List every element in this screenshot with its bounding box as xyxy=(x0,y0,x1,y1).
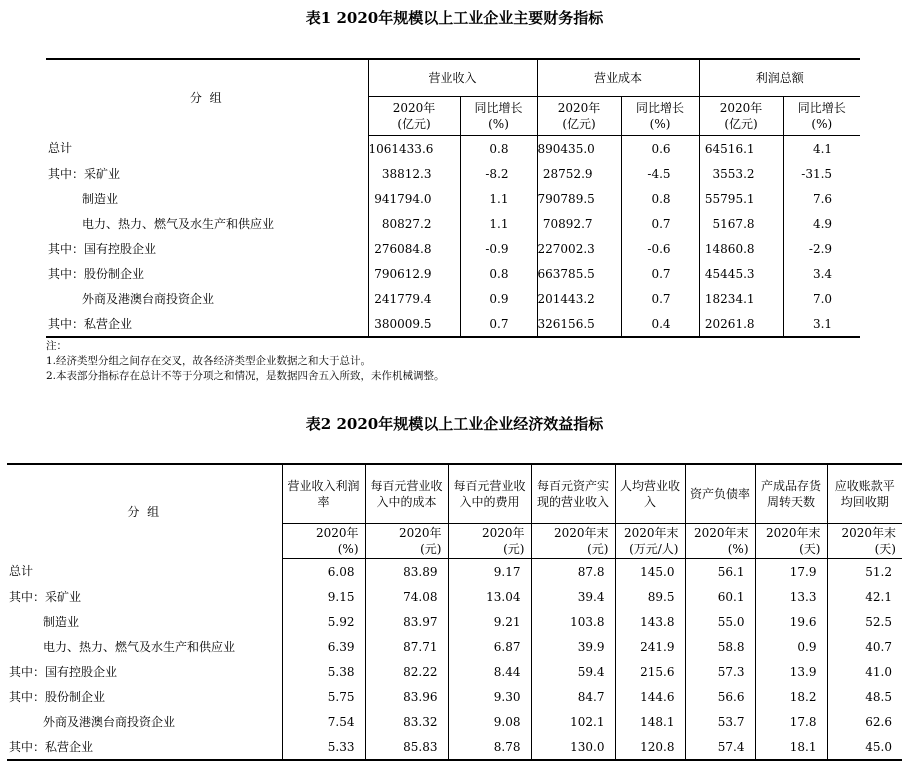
table-cell: 0.8 xyxy=(621,186,699,211)
row-label: 制造业 xyxy=(43,614,80,629)
sub-header: 同比增长 (%) xyxy=(621,97,699,136)
table-cell: 5.33 xyxy=(282,734,365,760)
note-line: 2.本表部分指标存在总计不等于分项之和情况，是数据四舍五入所致，未作机械调整。 xyxy=(46,370,445,382)
table-cell: 20261.8 xyxy=(699,311,783,337)
sub-header: 2020年 (亿元) xyxy=(368,97,460,136)
table-cell: 17.9 xyxy=(755,559,827,585)
table-cell: 8.44 xyxy=(448,659,531,684)
row-label: 其中：股份制企业 xyxy=(48,266,145,281)
table-cell: 7.0 xyxy=(783,286,860,311)
table-cell: 890435.0 xyxy=(537,136,621,162)
table-cell: 130.0 xyxy=(531,734,615,760)
row-label: 其中：国有控股企业 xyxy=(48,241,157,256)
table-cell: 227002.3 xyxy=(537,236,621,261)
col-header: 每百元营业收入中的成本 xyxy=(365,464,448,524)
table-cell: 18.2 xyxy=(755,684,827,709)
table-row xyxy=(7,659,902,684)
table-cell: 0.7 xyxy=(621,286,699,311)
table-cell: 380009.5 xyxy=(368,311,460,337)
table-cell: 80827.2 xyxy=(368,211,460,236)
table-cell: 145.0 xyxy=(615,559,685,585)
table-cell: 45445.3 xyxy=(699,261,783,286)
table-cell: 83.97 xyxy=(365,609,448,634)
table-cell: 201443.2 xyxy=(537,286,621,311)
table-cell: 241.9 xyxy=(615,634,685,659)
table-cell: 1061433.6 xyxy=(368,136,460,162)
table-row xyxy=(7,684,902,709)
row-label: 总计 xyxy=(48,141,73,156)
table-cell: 7.54 xyxy=(282,709,365,734)
row-label: 其中：采矿业 xyxy=(48,166,121,181)
table-cell: 19.6 xyxy=(755,609,827,634)
table-cell: 0.8 xyxy=(460,136,537,162)
table-cell: -31.5 xyxy=(783,161,860,186)
sub-header: 同比增长 (%) xyxy=(783,97,860,136)
table-cell: 0.7 xyxy=(460,311,537,337)
table-row xyxy=(46,236,860,261)
table-cell: 62.6 xyxy=(827,709,902,734)
table-cell: 6.87 xyxy=(448,634,531,659)
table-cell: 51.2 xyxy=(827,559,902,585)
table-row xyxy=(46,311,860,337)
col-header: 产成品存货周转天数 xyxy=(755,464,827,524)
table-cell: 9.08 xyxy=(448,709,531,734)
table-cell: 14860.8 xyxy=(699,236,783,261)
table-cell: 83.89 xyxy=(365,559,448,585)
table-row xyxy=(46,161,860,186)
table-cell: 3553.2 xyxy=(699,161,783,186)
col-header: 每百元营业收入中的费用 xyxy=(448,464,531,524)
table-cell: -8.2 xyxy=(460,161,537,186)
table1-notes xyxy=(46,339,866,384)
table-cell: 18234.1 xyxy=(699,286,783,311)
table-row xyxy=(7,634,902,659)
table-cell: 144.6 xyxy=(615,684,685,709)
row-label: 制造业 xyxy=(82,191,119,206)
table-cell: 6.39 xyxy=(282,634,365,659)
table-cell: 45.0 xyxy=(827,734,902,760)
table-cell: 57.4 xyxy=(685,734,755,760)
table-cell: 13.9 xyxy=(755,659,827,684)
table-cell: 0.7 xyxy=(621,211,699,236)
table-cell: 4.9 xyxy=(783,211,860,236)
row-label: 其中：采矿业 xyxy=(9,589,82,604)
table-cell: 9.21 xyxy=(448,609,531,634)
col-group-revenue: 营业收入 xyxy=(368,59,537,97)
table-cell: 48.5 xyxy=(827,684,902,709)
table-cell: 39.4 xyxy=(531,584,615,609)
col-header: 应收账款平均回收期 xyxy=(827,464,902,524)
sub-header: 2020年 (亿元) xyxy=(537,97,621,136)
table-cell: 5.92 xyxy=(282,609,365,634)
financial-indicators-table xyxy=(46,58,860,338)
col-group-profit: 利润总额 xyxy=(699,59,860,97)
table-cell: 0.9 xyxy=(460,286,537,311)
row-label: 外商及港澳台商投资企业 xyxy=(82,291,215,306)
table-row xyxy=(46,136,860,162)
table-cell: 13.3 xyxy=(755,584,827,609)
row-label: 电力、热力、燃气及水生产和供应业 xyxy=(82,216,275,231)
col-header: 每百元资产实现的营业收入 xyxy=(531,464,615,524)
table-cell: 56.6 xyxy=(685,684,755,709)
table-cell: -2.9 xyxy=(783,236,860,261)
row-label: 外商及港澳台商投资企业 xyxy=(43,714,176,729)
table-cell: 9.17 xyxy=(448,559,531,585)
sub-header: 2020年末 (万元/人) xyxy=(615,524,685,559)
table-cell: 17.8 xyxy=(755,709,827,734)
row-label: 其中：私营企业 xyxy=(46,311,368,337)
note-line: 注： xyxy=(46,340,67,352)
table-cell: 0.9 xyxy=(755,634,827,659)
table-cell: 276084.8 xyxy=(368,236,460,261)
table-cell: 89.5 xyxy=(615,584,685,609)
table-cell: 5.38 xyxy=(282,659,365,684)
table-row xyxy=(46,286,860,311)
table-cell: 9.30 xyxy=(448,684,531,709)
table-cell: 85.83 xyxy=(365,734,448,760)
sub-header: 同比增长 (%) xyxy=(460,97,537,136)
row-label: 电力、热力、燃气及水生产和供应业 xyxy=(43,639,236,654)
table-cell: 13.04 xyxy=(448,584,531,609)
row-label: 其中：国有控股企业 xyxy=(9,664,118,679)
table-row xyxy=(7,709,902,734)
table-cell: 60.1 xyxy=(685,584,755,609)
table-cell: 55.0 xyxy=(685,609,755,634)
table-cell: 40.7 xyxy=(827,634,902,659)
table-cell: 87.8 xyxy=(531,559,615,585)
table-cell: 59.4 xyxy=(531,659,615,684)
sub-header: 2020年 (%) xyxy=(282,524,365,559)
table-cell: 42.1 xyxy=(827,584,902,609)
table-cell: 56.1 xyxy=(685,559,755,585)
table-cell: 5.75 xyxy=(282,684,365,709)
group-header: 分 组 xyxy=(46,59,368,136)
table-cell: 0.7 xyxy=(621,261,699,286)
table-cell: 3.4 xyxy=(783,261,860,286)
table-cell: 3.1 xyxy=(783,311,860,337)
note-line: 1.经济类型分组之间存在交叉，故各经济类型企业数据之和大于总计。 xyxy=(46,355,372,367)
table-cell: 82.22 xyxy=(365,659,448,684)
table-cell: 790612.9 xyxy=(368,261,460,286)
table-cell: -4.5 xyxy=(621,161,699,186)
table-cell: 790789.5 xyxy=(537,186,621,211)
table-cell: 143.8 xyxy=(615,609,685,634)
group-header: 分 组 xyxy=(7,464,282,559)
row-label: 其中：股份制企业 xyxy=(9,689,106,704)
efficiency-indicators-table xyxy=(7,463,902,761)
table-cell: 326156.5 xyxy=(537,311,621,337)
table-cell: 64516.1 xyxy=(699,136,783,162)
col-header: 人均营业收入 xyxy=(615,464,685,524)
table-row xyxy=(46,211,860,236)
table-cell: 241779.4 xyxy=(368,286,460,311)
table-cell: 28752.9 xyxy=(537,161,621,186)
table-cell: 87.71 xyxy=(365,634,448,659)
table-cell: 53.7 xyxy=(685,709,755,734)
table-cell: 941794.0 xyxy=(368,186,460,211)
table-cell: 52.5 xyxy=(827,609,902,634)
table-row xyxy=(7,609,902,634)
row-label: 其中：私营企业 xyxy=(7,734,282,760)
table-cell: 4.1 xyxy=(783,136,860,162)
table-cell: 74.08 xyxy=(365,584,448,609)
table-cell: 70892.7 xyxy=(537,211,621,236)
sub-header: 2020年末 (元) xyxy=(531,524,615,559)
col-group-cost: 营业成本 xyxy=(537,59,699,97)
table-row xyxy=(7,734,902,760)
table-cell: 0.4 xyxy=(621,311,699,337)
table-cell: 83.96 xyxy=(365,684,448,709)
table-cell: 1.1 xyxy=(460,186,537,211)
table-cell: 9.15 xyxy=(282,584,365,609)
table-cell: 41.0 xyxy=(827,659,902,684)
table-cell: -0.9 xyxy=(460,236,537,261)
table-cell: 83.32 xyxy=(365,709,448,734)
table-cell: 58.8 xyxy=(685,634,755,659)
table-cell: 102.1 xyxy=(531,709,615,734)
table-cell: 55795.1 xyxy=(699,186,783,211)
table-cell: 7.6 xyxy=(783,186,860,211)
sub-header: 2020年末 (天) xyxy=(827,524,902,559)
table-cell: 1.1 xyxy=(460,211,537,236)
table2-title: 表2 2020年规模以上工业企业经济效益指标 xyxy=(305,415,604,433)
table-cell: 18.1 xyxy=(755,734,827,760)
table-cell: 103.8 xyxy=(531,609,615,634)
col-header: 营业收入利润率 xyxy=(282,464,365,524)
table-cell: 39.9 xyxy=(531,634,615,659)
table-cell: 38812.3 xyxy=(368,161,460,186)
table-cell: 215.6 xyxy=(615,659,685,684)
table-cell: 6.08 xyxy=(282,559,365,585)
table-cell: 5167.8 xyxy=(699,211,783,236)
table-cell: 148.1 xyxy=(615,709,685,734)
table-row xyxy=(7,559,902,585)
table-cell: 8.78 xyxy=(448,734,531,760)
table-row xyxy=(46,186,860,211)
table-cell: 120.8 xyxy=(615,734,685,760)
table-row xyxy=(7,584,902,609)
table-cell: 663785.5 xyxy=(537,261,621,286)
table-cell: 0.8 xyxy=(460,261,537,286)
col-header: 资产负债率 xyxy=(685,464,755,524)
table-cell: 0.6 xyxy=(621,136,699,162)
sub-header: 2020年 (亿元) xyxy=(699,97,783,136)
table-cell: 57.3 xyxy=(685,659,755,684)
sub-header: 2020年末 (%) xyxy=(685,524,755,559)
table1-title: 表1 2020年规模以上工业企业主要财务指标 xyxy=(305,9,604,27)
table-cell: 84.7 xyxy=(531,684,615,709)
table-cell: -0.6 xyxy=(621,236,699,261)
sub-header: 2020年 (元) xyxy=(448,524,531,559)
sub-header: 2020年末 (天) xyxy=(755,524,827,559)
table-row xyxy=(46,261,860,286)
row-label: 总计 xyxy=(9,564,34,579)
sub-header: 2020年 (元) xyxy=(365,524,448,559)
